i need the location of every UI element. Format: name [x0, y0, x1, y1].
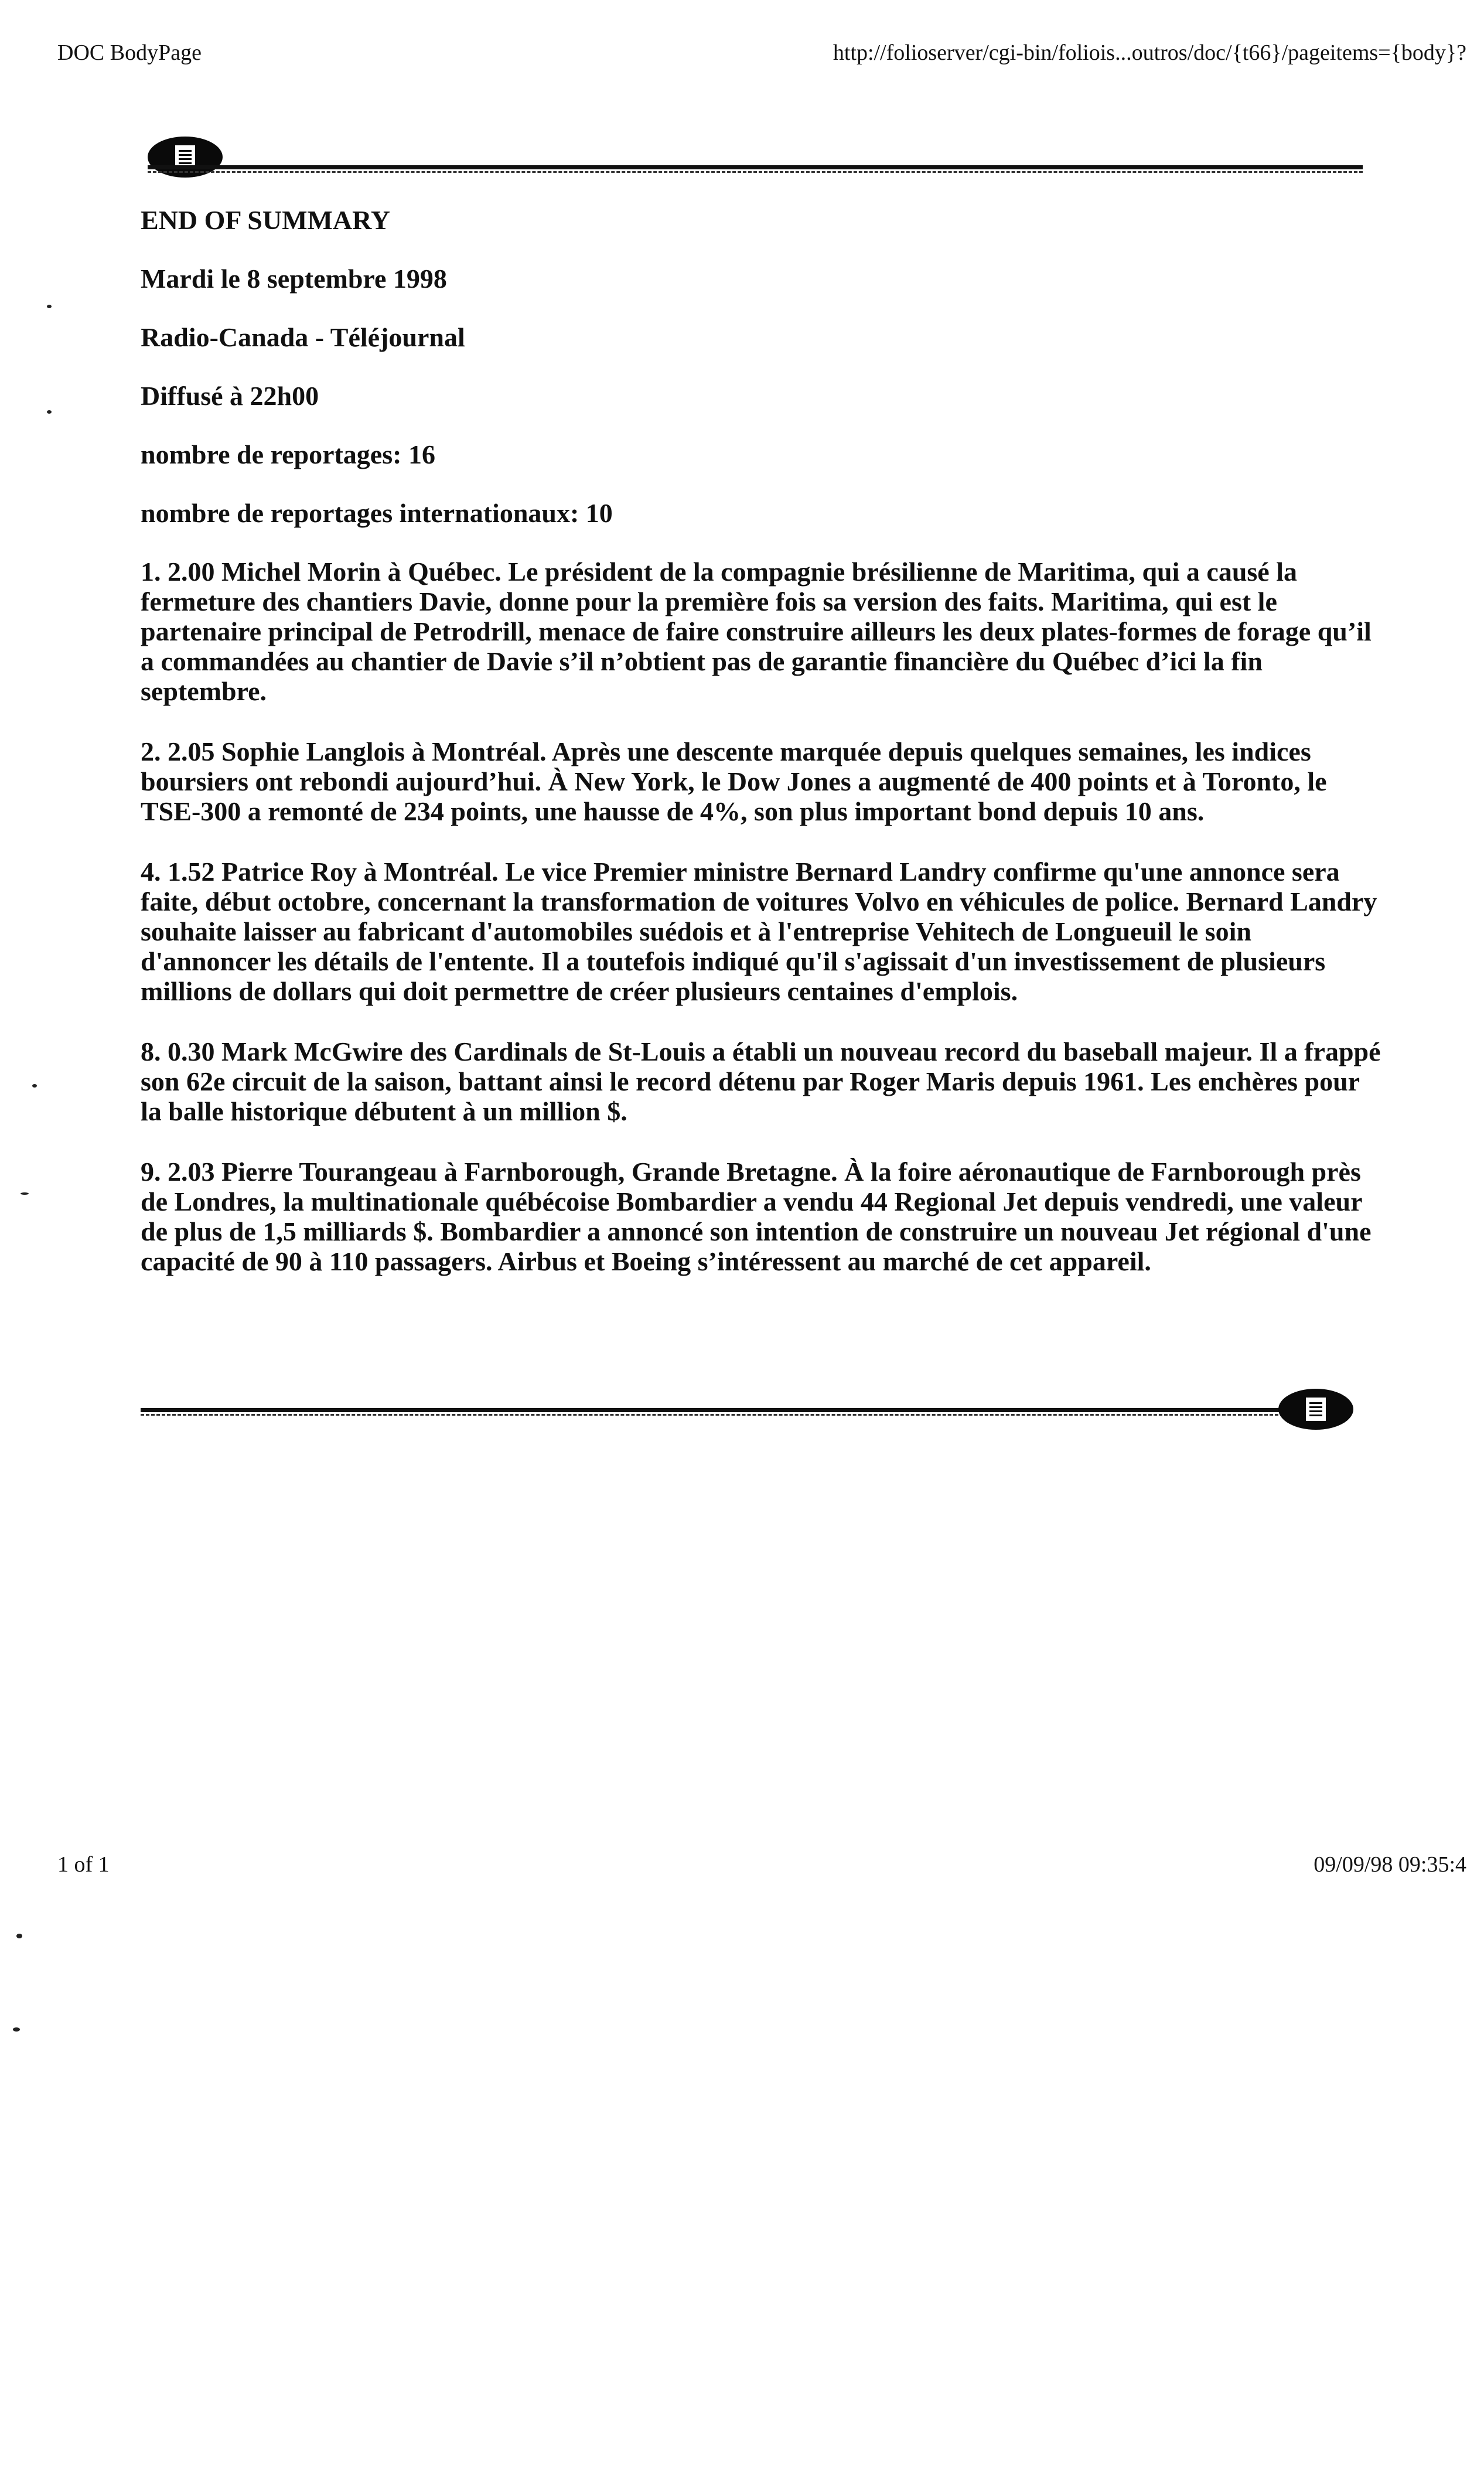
- document-glyph-icon: [1305, 1396, 1327, 1422]
- broadcast-source: Radio-Canada - Téléjournal: [141, 322, 465, 352]
- story-item: 1. 2.00 Michel Morin à Québec. Le président de la compagnie brésilienne de Maritima, qui a causé la fermeture des chantiers Davie, donne pour la première fois sa version des faits. Maritima, qui est le partenaire principal de Petrodrill, menace de faire construire ailleurs les deux plates-formes de forage qu’il a commandées au chantier de Davie s’il n’obtient pas de garantie financière du Québec d’ici la fin septembre.: [141, 557, 1372, 706]
- document-icon[interactable]: [1278, 1389, 1353, 1430]
- scan-speck: [32, 1084, 37, 1088]
- document-body: [141, 205, 1383, 1307]
- broadcast-date: Mardi le 8 septembre 1998: [141, 264, 447, 294]
- page-title: DOC BodyPage: [57, 40, 202, 65]
- report-count: nombre de reportages: 16: [141, 439, 435, 469]
- international-report-count: nombre de reportages internationaux: 10: [141, 498, 613, 528]
- top-divider: [148, 165, 1363, 169]
- story-item: 9. 2.03 Pierre Tourangeau à Farnborough, Grande Bretagne. À la foire aéronautique de Farnborough près de Londres, la multinationale québécoise Bombardier a vendu 44 Regional Jet depuis vendredi, une valeur de plus de 1,5 milliards $. Bombardier a annoncé son intention de construire un nouveau Jet régional d'une capacité de 90 à 110 passagers. Airbus et Boeing s’intéressent au marché de cet appareil.: [141, 1157, 1372, 1276]
- scan-speck: [21, 1192, 29, 1195]
- scan-speck: [16, 1934, 22, 1938]
- story-item: 8. 0.30 Mark McGwire des Cardinals de St-Louis a établi un nouveau record du baseball majeur. Il a frappé son 62e circuit de la saison, battant ainsi le record détenu par Roger Maris depuis 1961. Les enchères pour la balle historique débutent à un million $.: [141, 1037, 1381, 1126]
- print-timestamp: 09/09/98 09:35:4: [1314, 1852, 1466, 1877]
- page-count: 1 of 1: [57, 1852, 110, 1877]
- scan-speck: [47, 410, 52, 414]
- scan-speck: [47, 305, 52, 308]
- page-url: http://folioserver/cgi-bin/foliois...outros/doc/{t66}/pageitems={body}?: [833, 40, 1466, 65]
- scan-speck: [13, 2027, 20, 2032]
- broadcast-time: Diffusé à 22h00: [141, 381, 319, 411]
- story-item: 2. 2.05 Sophie Langlois à Montréal. Après une descente marquée depuis quelques semaines, les indices boursiers ont rebondi aujourd’hui. À New York, le Dow Jones a augmenté de 400 points et à Toronto, le TSE-300 a remonté de 234 points, une hausse de 4%, son plus important bond depuis 10 ans.: [141, 737, 1327, 826]
- bottom-divider: [141, 1408, 1289, 1412]
- summary-label: END OF SUMMARY: [141, 205, 390, 235]
- story-item: 4. 1.52 Patrice Roy à Montréal. Le vice Premier ministre Bernard Landry confirme qu'une annonce sera faite, début octobre, concernant la transformation de voitures Volvo en véhicules de police. Bernard Landry souhaite laisser au fabricant d'automobiles suédois et à l'entreprise Vehitech de Longueuil le soin d'annoncer les détails de l'entente. Il a toutefois indiqué qu'il s'agissait d'un investissement de plusieurs millions de dollars qui doit permettre de créer plusieurs centaines d'emplois.: [141, 857, 1377, 1006]
